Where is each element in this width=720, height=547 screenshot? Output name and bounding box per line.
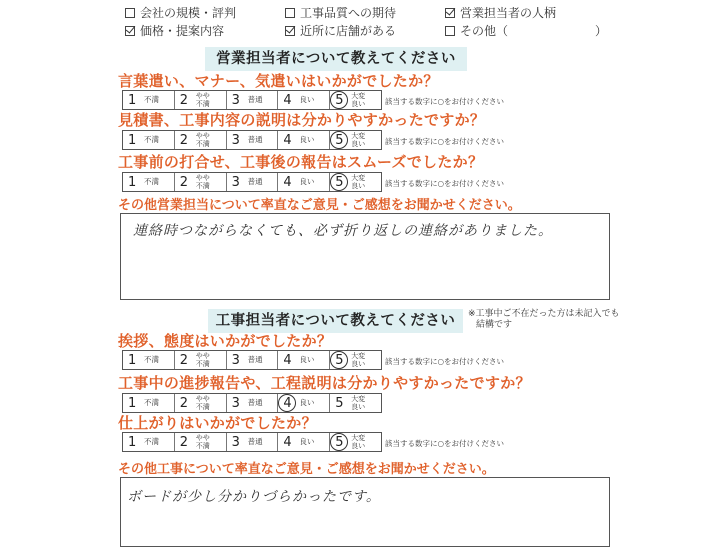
rating-label	[196, 395, 210, 411]
rating-number: 3	[231, 352, 240, 368]
rating-option-5[interactable]	[330, 131, 381, 149]
rating-option-4[interactable]	[278, 394, 330, 412]
rating-label-line: 良い	[351, 100, 366, 108]
note-line-2: 結構です	[476, 320, 513, 330]
rating-number: 2	[179, 92, 189, 108]
rating-label-line: 不満	[144, 398, 159, 407]
rating-label-line: 良い	[299, 355, 315, 364]
rating-number: 2	[179, 132, 189, 148]
checkbox[interactable]	[445, 26, 455, 36]
rating-number: 2	[179, 434, 189, 450]
rating-label-line: 大変	[351, 92, 366, 100]
rating-option-1[interactable]	[123, 351, 175, 369]
rating-number: 3	[231, 92, 240, 108]
rating-label-line: やや	[195, 92, 210, 100]
rating-label	[248, 356, 263, 364]
rating-option-4[interactable]	[278, 91, 330, 109]
checkbox-item[interactable]: 会社の規模・評判	[125, 4, 236, 21]
rating-label-line: 良い	[351, 182, 366, 190]
rating-scale	[122, 172, 382, 192]
rating-option-3[interactable]	[227, 131, 279, 149]
rating-label-line: やや	[195, 174, 210, 182]
rating-number: 5	[335, 352, 344, 368]
rating-label	[196, 352, 210, 368]
rating-label-line: 良い	[351, 360, 366, 368]
checkbox-item[interactable]: 価格・提案内容	[125, 22, 224, 39]
rating-label	[299, 136, 314, 144]
construction-question-2: 工事中の進捗報告や、工程説明は分かりやすかったですか？	[118, 374, 531, 392]
rating-label-line: 良い	[351, 403, 366, 411]
rating-label-line: 良い	[299, 437, 315, 446]
scale-note: 該当する数字に○をお付けください	[385, 179, 505, 188]
rating-option-4[interactable]	[278, 131, 330, 149]
rating-option-2[interactable]	[175, 131, 227, 149]
rating-option-2[interactable]	[175, 351, 227, 369]
checkbox-item[interactable]: 近所に店舗がある	[285, 22, 396, 39]
rating-label	[144, 96, 159, 104]
rating-option-4[interactable]	[278, 433, 330, 451]
rating-label-line: 良い	[351, 442, 366, 450]
rating-label-line: 良い	[299, 398, 315, 407]
rating-label-line: 普通	[247, 398, 263, 407]
rating-label	[299, 356, 314, 364]
rating-label-line: 大変	[351, 132, 366, 140]
rating-option-1[interactable]	[123, 394, 175, 412]
scale-note: 該当する数字に○をお付けください	[385, 137, 505, 146]
rating-option-2[interactable]	[175, 433, 227, 451]
rating-label	[248, 136, 263, 144]
checkbox-checked[interactable]	[285, 26, 295, 36]
sales-question-2: 見積書、工事内容の説明は分かりやすかったですか？	[118, 111, 486, 129]
rating-label	[299, 438, 314, 446]
rating-label	[144, 178, 159, 186]
rating-label	[299, 96, 314, 104]
rating-label-line: 不満	[144, 135, 159, 144]
checkbox[interactable]	[285, 8, 295, 18]
rating-label-line: 大変	[351, 352, 366, 360]
rating-label-line: 良い	[299, 135, 315, 144]
rating-option-1[interactable]	[123, 173, 175, 191]
rating-label	[196, 174, 210, 190]
rating-label-line: 大変	[351, 434, 366, 442]
sales-question-3: 工事前の打合せ、工事後の報告はスムーズでしたか？	[118, 153, 484, 171]
rating-label-line: 良い	[299, 95, 315, 104]
rating-label	[351, 132, 365, 148]
rating-label-line: 普通	[247, 135, 263, 144]
rating-option-2[interactable]	[175, 173, 227, 191]
rating-label	[196, 434, 210, 450]
rating-number: 5	[335, 132, 344, 148]
rating-label-line: 普通	[247, 95, 263, 104]
rating-number: 2	[179, 174, 189, 190]
construction-question-1: 挨拶、態度はいかがでしたか？	[118, 332, 333, 350]
rating-scale	[122, 393, 382, 413]
rating-label	[351, 92, 365, 108]
rating-number: 4	[283, 395, 292, 411]
scale-note: 該当する数字に○をお付けください	[385, 439, 505, 448]
checkbox-checked[interactable]	[125, 26, 135, 36]
rating-number: 4	[283, 434, 292, 450]
rating-label-line: 大変	[351, 174, 366, 182]
rating-label-line: 大変	[351, 395, 366, 403]
rating-number: 4	[283, 174, 292, 190]
rating-label-line: 普通	[247, 177, 263, 186]
rating-label	[299, 178, 314, 186]
rating-option-3[interactable]	[227, 351, 279, 369]
note-line-1: ※工事中ご不在だった方は未記入でも	[468, 309, 620, 319]
rating-label	[248, 399, 263, 407]
rating-option-3[interactable]	[227, 433, 279, 451]
rating-option-3[interactable]	[227, 91, 279, 109]
rating-label	[299, 399, 314, 407]
construction-comment-box[interactable]	[120, 477, 610, 547]
rating-number: 3	[231, 434, 240, 450]
rating-label	[144, 399, 159, 407]
rating-label-line: 良い	[351, 140, 366, 148]
rating-label-line: やや	[195, 132, 210, 140]
rating-label-line: やや	[195, 395, 210, 403]
checkbox-item[interactable]: 営業担当者の人柄	[445, 4, 556, 21]
rating-number: 2	[179, 352, 189, 368]
construction-comment-heading: その他工事について率直なご意見・ご感想をお聞かせください。	[118, 462, 495, 477]
rating-label	[144, 136, 159, 144]
sales-comment-box[interactable]	[120, 213, 610, 300]
rating-scale	[122, 90, 382, 110]
rating-scale	[122, 130, 382, 150]
rating-number: 3	[231, 132, 240, 148]
sales-question-1: 言葉遣い、マナー、気遣いはいかがでしたか？	[118, 72, 439, 90]
rating-label-line: 不満	[195, 182, 210, 190]
rating-label-line: 不満	[195, 360, 210, 368]
rating-label-line: やや	[195, 434, 210, 442]
rating-label-line: 不満	[195, 442, 210, 450]
rating-label-line: 不満	[144, 437, 159, 446]
construction-question-3: 仕上がりはいかがでしたか？	[118, 414, 317, 432]
rating-label-line: 不満	[144, 177, 159, 186]
rating-option-5[interactable]	[330, 394, 381, 412]
rating-label	[144, 356, 159, 364]
rating-label-line: 不満	[144, 95, 159, 104]
rating-number: 1	[128, 352, 137, 368]
rating-number: 5	[335, 92, 344, 108]
rating-label	[144, 438, 159, 446]
rating-option-1[interactable]	[123, 433, 175, 451]
rating-label	[248, 96, 263, 104]
rating-option-2[interactable]	[175, 394, 227, 412]
rating-number: 5	[335, 434, 344, 450]
rating-option-2[interactable]	[175, 91, 227, 109]
rating-label-line: 良い	[299, 177, 315, 186]
rating-scale	[122, 350, 382, 370]
rating-option-5[interactable]	[330, 433, 381, 451]
rating-label-line: 不満	[144, 355, 159, 364]
rating-number: 1	[128, 395, 137, 411]
rating-option-3[interactable]	[227, 394, 279, 412]
rating-option-5[interactable]	[330, 173, 381, 191]
rating-label	[351, 395, 365, 411]
sales-section-title: 営業担当者について教えてください	[205, 47, 467, 71]
rating-option-1[interactable]	[123, 131, 175, 149]
construction-section-title: 工事担当者について教えてください	[208, 309, 463, 333]
rating-number: 5	[335, 174, 344, 190]
rating-label-line: やや	[195, 352, 210, 360]
sales-comment-heading: その他営業担当について率直なご意見・ご感想をお聞かせください。	[118, 198, 521, 213]
rating-label	[351, 174, 365, 190]
scale-note: 該当する数字に○をお付けください	[385, 357, 505, 366]
checkbox-item-other[interactable]: その他（	[445, 22, 508, 39]
rating-label	[248, 178, 263, 186]
rating-label-line: 不満	[195, 100, 210, 108]
rating-scale	[122, 432, 382, 452]
rating-option-5[interactable]	[330, 91, 381, 109]
rating-label	[351, 434, 365, 450]
rating-label-line: 普通	[247, 355, 263, 364]
rating-number: 1	[128, 92, 137, 108]
rating-label	[248, 438, 263, 446]
rating-number: 4	[283, 132, 292, 148]
other-close-paren: ）	[595, 24, 608, 38]
rating-option-5[interactable]	[330, 351, 381, 369]
construction-comment-text: ボードが少し分かりづらかったです。	[127, 489, 381, 505]
rating-number: 3	[231, 174, 240, 190]
checkbox-item[interactable]: 工事品質への期待	[285, 4, 396, 21]
checkbox[interactable]	[125, 8, 135, 18]
rating-number: 4	[283, 352, 292, 368]
rating-label-line: 不満	[195, 403, 210, 411]
rating-label-line: 普通	[247, 437, 263, 446]
rating-number: 2	[179, 395, 189, 411]
construction-section-note	[468, 309, 620, 331]
rating-option-4[interactable]	[278, 173, 330, 191]
rating-number: 3	[231, 395, 240, 411]
rating-number: 4	[283, 92, 292, 108]
rating-number: 5	[335, 395, 344, 411]
rating-number: 1	[128, 132, 137, 148]
rating-label	[196, 92, 210, 108]
rating-option-3[interactable]	[227, 173, 279, 191]
rating-option-1[interactable]	[123, 91, 175, 109]
rating-label-line: 不満	[195, 140, 210, 148]
rating-number: 1	[128, 174, 137, 190]
rating-label	[351, 352, 365, 368]
checkbox-checked[interactable]	[445, 8, 455, 18]
scale-note: 該当する数字に○をお付けください	[385, 97, 505, 106]
rating-label	[196, 132, 210, 148]
rating-option-4[interactable]	[278, 351, 330, 369]
sales-comment-text: 連絡時つながらなくても、必ず折り返しの連絡がありました。	[133, 223, 553, 239]
rating-number: 1	[128, 434, 137, 450]
